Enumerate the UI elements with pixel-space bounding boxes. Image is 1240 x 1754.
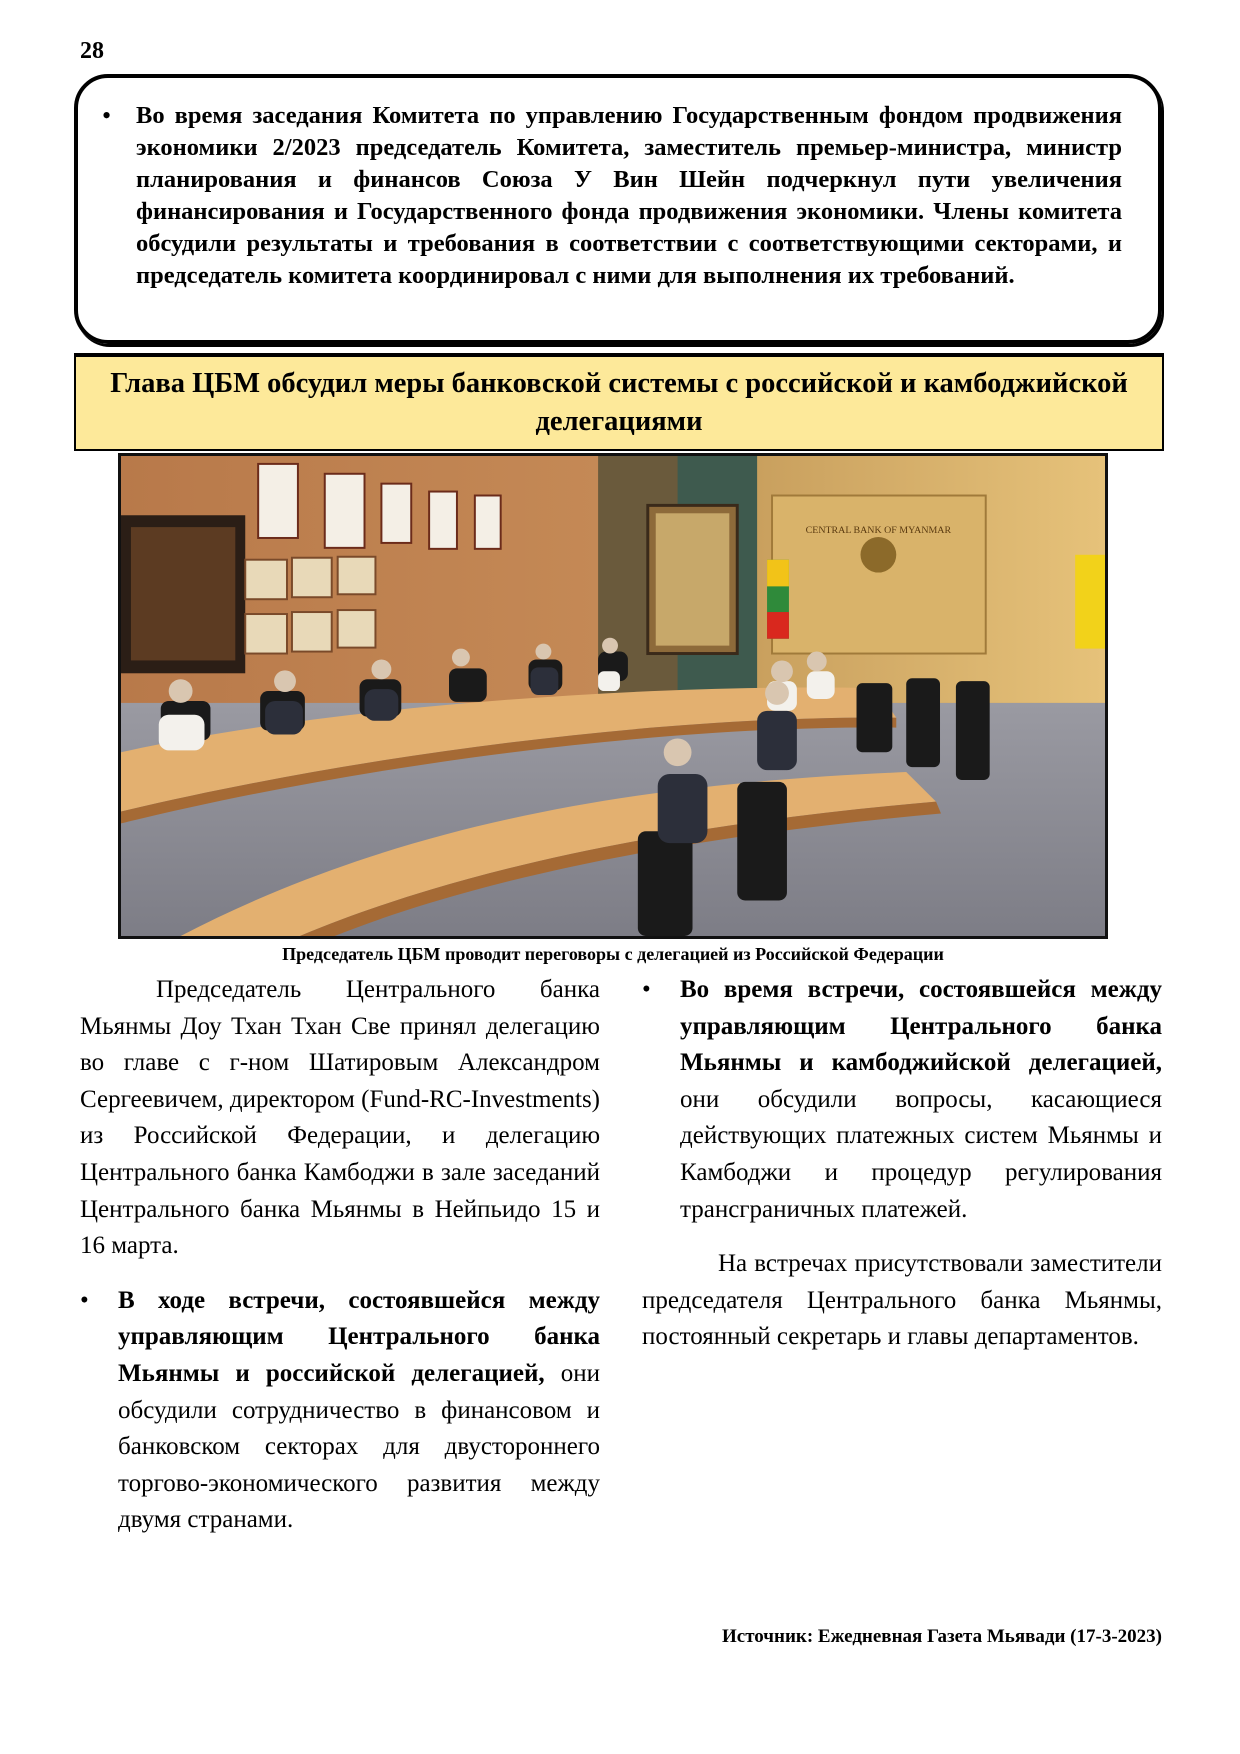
headline-text: Глава ЦБМ обсудил меры банковской системы с российской и камбоджийской делегациями xyxy=(110,368,1128,437)
cambodia-bullet-text xyxy=(680,972,1162,1228)
summary-bullet xyxy=(102,100,1122,292)
left-column xyxy=(80,972,600,1539)
article-headline xyxy=(74,355,1164,451)
bullet-icon: • xyxy=(102,101,112,130)
cambodia-bullet xyxy=(642,972,1162,1228)
cambodia-bullet-lead: Во время встречи, состоявшейся между управляющим Центрального банка Мьянмы и камбоджийской делегацией, xyxy=(680,976,1162,1077)
russia-bullet-body: они обсудили сотрудничество в финансовом и банковском секторах для двустороннего торгово-экономического развития между двумя странами. xyxy=(118,1359,600,1534)
intro-paragraph: Председатель Центрального банка Мьянмы Доу Тхан Тхан Све принял делегацию во главе с г-ном Шатировым Александром Сергеевичем, директором (Fund-RC-Investments) из Российской Федерации, и делегацию Центрального банка Камбоджи в зале заседаний Центрального банка Мьянмы в Нейпьидо 15 и 16 марта. xyxy=(80,976,600,1260)
bullet-icon: • xyxy=(642,976,651,1003)
bank-sign-text: CENTRAL BANK OF MYANMAR xyxy=(805,525,952,537)
russia-bullet-text xyxy=(118,1283,600,1539)
right-column xyxy=(642,972,1162,1356)
meeting-photo xyxy=(118,453,1108,939)
cambodia-bullet-body: они обсудили вопросы, касающиеся действующих платежных систем Мьянмы и Камбоджи и процедур регулирования трансграничных платежей. xyxy=(680,1085,1162,1223)
meeting-photo-illustration xyxy=(121,456,1105,936)
russia-bullet xyxy=(80,1283,600,1539)
bullet-icon: • xyxy=(80,1286,89,1314)
russia-bullet-lead: В ходе встречи, состоявшейся между управляющим Центрального банка Мьянмы и российской делегацией, xyxy=(118,1286,600,1387)
closing-paragraph: На встречах присутствовали заместители председателя Центрального банка Мьянмы, постоянный секретарь и главы департаментов. xyxy=(642,1250,1162,1351)
summary-text: Во время заседания Комитета по управлению Государственным фондом продвижения экономики 2/2023 председатель Комитета, заместитель премьер-министра, министр планирования и финансов Союза У Вин Шейн подчеркнул пути увеличения финансирования и Государственного фонда продвижения экономики. Члены комитета обсудили результаты и требования в соответствии с соответствующими секторами, и председатель комитета координировал с ними для выполнения их требований. xyxy=(136,102,1122,289)
source-citation: Источник: Ежедневная Газета Мьявади (17-3-2023) xyxy=(722,1626,1162,1647)
photo-caption: Председатель ЦБМ проводит переговоры с делегацией из Российской Федерации xyxy=(282,944,944,964)
page-number: 28 xyxy=(80,38,104,64)
summary-box xyxy=(74,74,1162,344)
